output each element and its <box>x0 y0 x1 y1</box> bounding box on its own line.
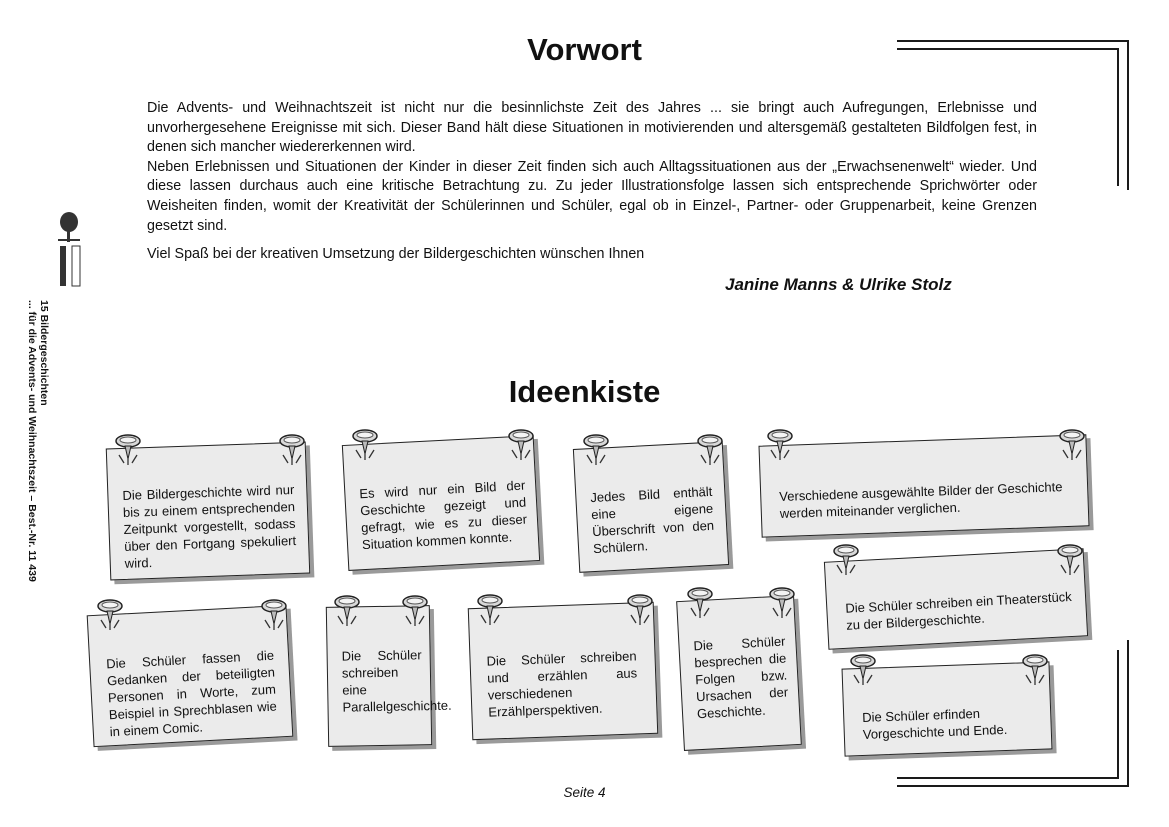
page-title: Vorwort <box>527 32 642 67</box>
intro-paragraph-2: Neben Erlebnissen und Situationen der Kinder in dieser Zeit finden sich auch Alltagssituationen aus der „Erwachsenenwelt“ wieder. Und diese lassen durchaus auch eine kritische Betrachtung zu. Zu jeder Illustrationsfolge lassen sich entsprechende Sprichwörter oder Weisheiten finden, womit der Kreativität der Schülerinnen und Schüler, egal ob in Einzel-, Partner- oder Gruppenarbeit, keine Grenzen gesetzt sind. <box>147 158 1037 234</box>
frame-line-bottom-2 <box>897 777 1119 779</box>
frame-line-right-3 <box>1127 640 1129 787</box>
section-title: Ideenkiste <box>508 374 661 409</box>
idea-note-text: Die Schüler schreiben ein Theaterstück zu der Bildergeschichte. <box>844 588 1073 633</box>
idea-note-text: Verschiedene ausgewählte Bilder der Geschichte werden miteinander verglichen. <box>779 479 1063 522</box>
intro-text <box>147 99 1037 236</box>
thumbtack-icon <box>260 598 288 632</box>
thumbtack-icon <box>401 594 429 628</box>
thumbtack-icon <box>1058 428 1086 462</box>
idea-note-text: Jedes Bild enthält eine eigene Überschrift von den Schülern. <box>590 483 715 557</box>
greeting: Viel Spaß bei der kreativen Umsetzung der Bildergeschichten wünschen Ihnen <box>147 246 645 262</box>
thumbtack-icon <box>1021 653 1049 687</box>
idea-note-text: Die Schüler erfinden Vorgeschichte und Ende. <box>861 705 1008 742</box>
publisher-logo <box>52 210 82 290</box>
idea-note <box>758 434 1089 537</box>
page-number: Seite 4 <box>563 785 606 800</box>
thumbtack-icon <box>686 586 714 620</box>
thumbtack-icon <box>114 433 142 467</box>
sidebar-line-1: 15 Bildergeschichten <box>38 300 50 406</box>
idea-note-text: Die Schüler fassen die Gedanken der beteiligten Personen in Worte, zum Beispiel in Sprechblasen wie in einem Comic. <box>105 647 278 740</box>
frame-line-right-2 <box>1117 48 1119 186</box>
idea-note-text: Die Schüler schreiben eine Parallelgeschichte. <box>341 647 452 715</box>
thumbtack-icon <box>696 433 724 467</box>
idea-note <box>824 548 1088 649</box>
idea-note-text: Die Schüler schreiben und erzählen aus verschiedenen Erzählperspektiven. <box>486 648 638 720</box>
thumbtack-icon <box>1056 543 1084 577</box>
idea-note-text: Es wird nur ein Bild der Geschichte gezeigt und gefragt, wie es zu dieser Situation kommen konnte. <box>359 477 528 553</box>
thumbtack-icon <box>351 428 379 462</box>
thumbtack-icon <box>476 593 504 627</box>
thumbtack-icon <box>96 598 124 632</box>
idea-note-text: Die Bildergeschichte wird nur bis zu einem entsprechenden Zeitpunkt vorgestellt, sodass über den Fortgang spekuliert wird. <box>122 481 297 571</box>
thumbtack-icon <box>507 428 535 462</box>
thumbtack-icon <box>278 433 306 467</box>
thumbtack-icon <box>333 594 361 628</box>
intro-paragraph-1: Die Advents- und Weihnachtszeit ist nicht nur die besinnlichste Zeit des Jahres ... sie bringt auch Aufregungen, Erlebnisse und unvorhergesehene Ereignisse mit sich. Dieser Band hält diese Situationen in motivierenden und altersgemäß gestalteten Bildfolgen fest, in denen sich mancher wiedererkennen wird. <box>147 100 1037 156</box>
thumbtack-icon <box>849 653 877 687</box>
sidebar-line-2: ... für die Advents- und Weihnachtszeit – Best.-Nr. 11 439 <box>26 300 38 582</box>
thumbtack-icon <box>766 428 794 462</box>
authors: Janine Manns & Ulrike Stolz <box>725 275 952 294</box>
frame-line-right-4 <box>1117 650 1119 779</box>
thumbtack-icon <box>832 543 860 577</box>
idea-note-text: Die Schüler besprechen die Folgen bzw. Ursachen der Geschichte. <box>693 633 789 722</box>
thumbtack-icon <box>582 433 610 467</box>
thumbtack-icon <box>768 586 796 620</box>
thumbtack-icon <box>626 593 654 627</box>
